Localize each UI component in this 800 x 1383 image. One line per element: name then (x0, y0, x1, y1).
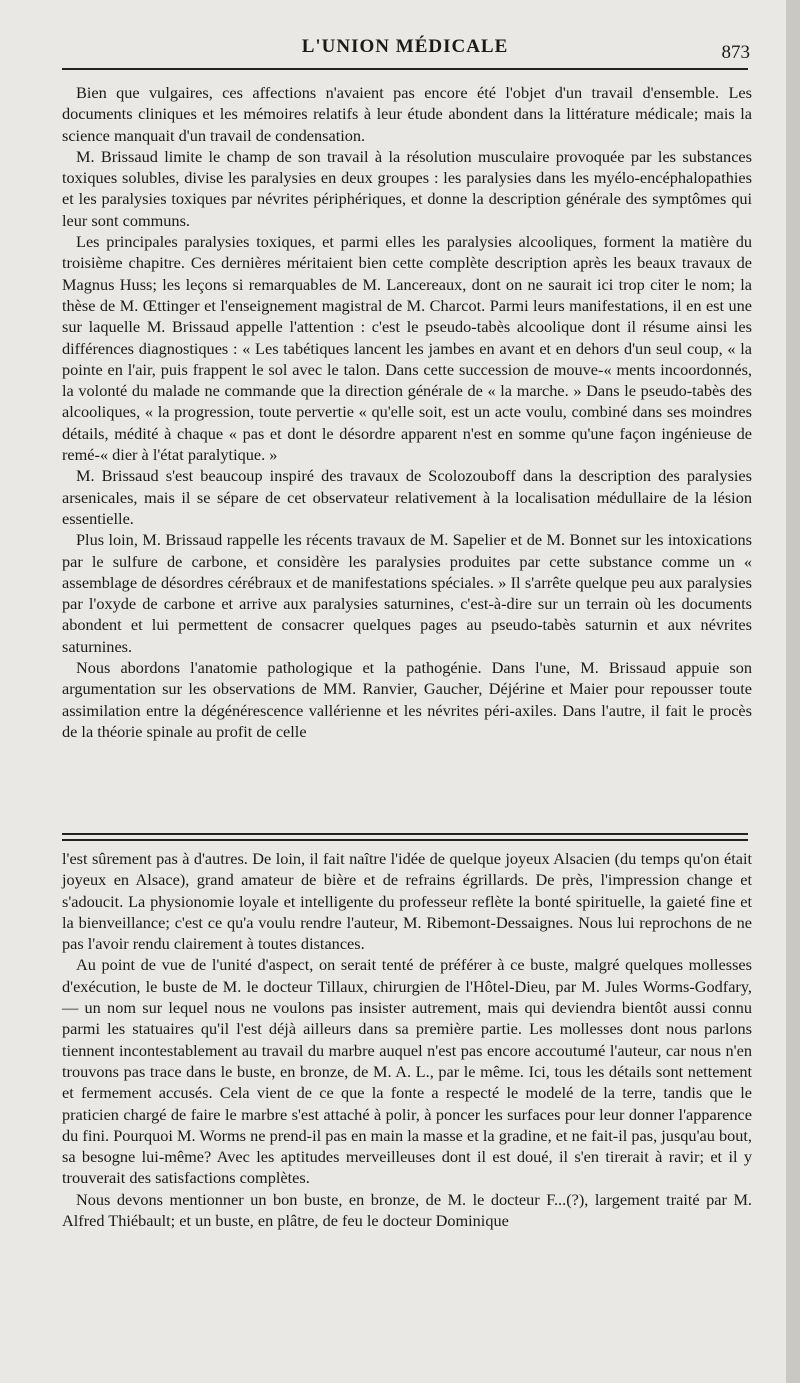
section-divider (62, 839, 748, 841)
page-edge (786, 0, 800, 1383)
article-paragraph: M. Brissaud s'est beaucoup inspiré des travaux de Scolozouboff dans la description des paralysies arsenicales, mais il se sépare de cet observateur relativement à la localisation médullaire de la lésion essentielle. (62, 466, 752, 528)
article-paragraph: Plus loin, M. Brissaud rappelle les récents travaux de M. Sapelier et de M. Bonnet sur les intoxications par le sulfure de carbone, et considère les paralysies produites par cette substance comme un « assemblage de désordres cérébraux et de manifestations spéciales. » Il s'arrête quelque peu aux paralysies par l'oxyde de carbone et arrive aux paralysies saturnines, c'est-à-dire sur un terrain où les documents abondent et lui permettent de consacrer quelques pages au pseudo-tabès saturnin et aux névrites saturnines. (62, 530, 752, 656)
feuilleton-paragraph: l'est sûrement pas à d'autres. De loin, il fait naître l'idée de quelque joyeux Alsacien (du temps qu'on était joyeux en Alsace), grand amateur de bière et de refrains égrillards. De près, l'impression change et s'adoucit. La physionomie loyale et intelligente du professeur reflète la bonté spirituelle, la gaieté fine et la bienveillance; c'est ce qu'a voulu rendre l'auteur, M. Ribemont-Dessaignes. Nous lui reprochons de ne pas l'avoir rendu clairement à toutes distances. (62, 849, 752, 954)
article-paragraph: M. Brissaud limite le champ de son travail à la résolution musculaire provoquée par les substances toxiques solubles, divise les paralysies en deux groupes : les paralysies dans les myélo-encéphalopathies et les paralysies toxiques par névrites périphériques, et donne la description générale des symptômes qui leur sont communs. (62, 146, 752, 230)
page-number: 873 (721, 42, 750, 63)
article-paragraph: Nous abordons l'anatomie pathologique et la pathogénie. Dans l'une, M. Brissaud appuie son argumentation sur les observations de MM. Ranvier, Gaucher, Déjérine et Maier pour repousser toute assimilation entre la dégénérescence vallérienne et les névrites péri-axiles. Dans l'autre, il fait le procès de la théorie spinale au profit de celle (62, 658, 752, 741)
feuilleton-body (62, 848, 752, 1231)
header-rule (62, 68, 748, 70)
running-title: L'UNION MÉDICALE (301, 36, 509, 57)
feuilleton-paragraph: Nous devons mentionner un bon buste, en bronze, de M. le docteur F...(?), largement traité par M. Alfred Thiébault; et un buste, en plâtre, de feu le docteur Dominique (62, 1189, 752, 1231)
section-divider (62, 833, 748, 835)
article-paragraph: Les principales paralysies toxiques, et parmi elles les paralysies alcooliques, forment la matière du troisième chapitre. Ces dernières méritaient bien cette complète description après les beaux travaux de Magnus Huss; les leçons si remarquables de M. Lancereaux, dont on ne saurait ici trop citer le nom; la thèse de M. Œttinger et l'enseignement magistral de M. Charcot. Parmi leurs manifestations, il en est une sur laquelle M. Brissaud appelle l'attention : c'est le pseudo-tabès alcoolique dont il résume ainsi les différences diagnostiques : « Les tabétiques lancent les jambes en avant et en dehors d'un seul coup, « la pointe en l'air, puis frappent le sol avec le talon. Dans cette succession de mouve-« ments incoordonnés, la volonté du malade ne commande que la direction générale de « la marche. » Dans le pseudo-tabès des alcooliques, « la progression, toute pervertie « qu'elle soit, est un acte voulu, combiné dans ses moindres détails, médité à chaque « pas et dont le désordre apparent n'est en somme qu'une façon ingénieuse de remé-« dier à l'état paralytique. » (62, 232, 752, 465)
article-body (62, 82, 752, 742)
page-header (60, 30, 750, 66)
feuilleton-paragraph: Au point de vue de l'unité d'aspect, on serait tenté de préférer à ce buste, malgré quelques mollesses d'exécution, le buste de M. le docteur Tillaux, chirurgien de l'Hôtel-Dieu, par M. Jules Worms-Godfary, — un nom sur lequel nous ne voulons pas insister autrement, mais qui deviendra bientôt aussi connu parmi les statuaires qu'il l'est déjà ailleurs dans sa première partie. Les mollesses dont nous parlons tiennent incontestablement au travail du marbre auquel n'est pas encore accoutumé l'auteur, car nous n'en trouvons pas trace dans le buste, en bronze, de M. A. L., par le même. Ici, tous les détails sont nettement et fermement accusés. Cela vient de ce que la fonte a respecté le modelé de la terre, tandis que le praticien chargé de faire le marbre s'est attaché à polir, à poncer les surfaces pour leur donner l'apparence du fini. Pourquoi M. Worms ne prend-il pas en main la masse et la gradine, et ne fait-il pas, jusqu'au bout, sa besogne lui-même? Avec les aptitudes merveilleuses dont il est doué, il s'en tirerait à ravir; et il y trouverait des satisfactions complètes. (62, 955, 752, 1188)
article-paragraph: Bien que vulgaires, ces affections n'avaient pas encore été l'objet d'un travail d'ensemble. Les documents cliniques et les mémoires relatifs à leur étude abondent dans la littérature médicale; mais la science manquait d'un travail de condensation. (62, 83, 752, 145)
